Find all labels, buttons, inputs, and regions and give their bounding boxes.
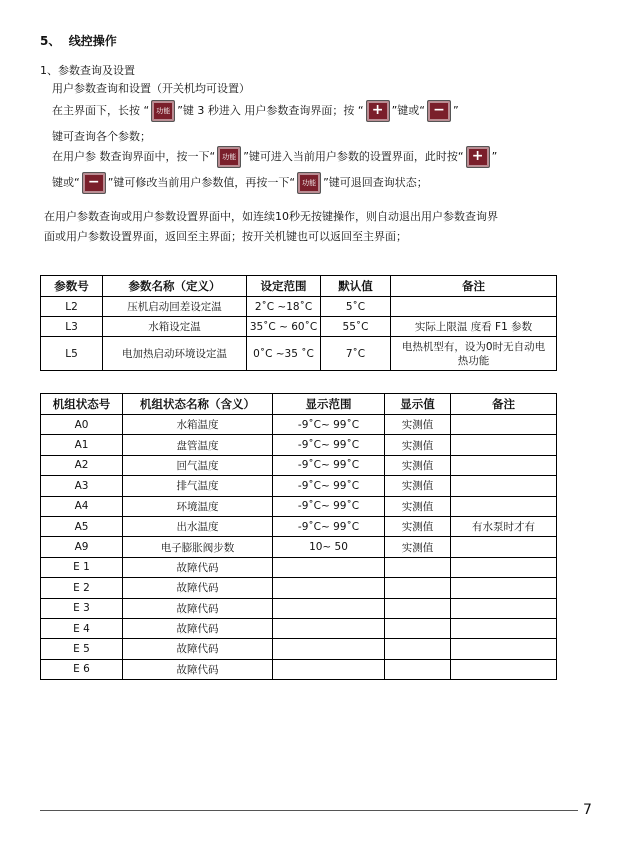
table-cell — [451, 476, 557, 496]
table-cell — [273, 578, 385, 598]
column-header: 显示值 — [385, 394, 451, 415]
section-number: 5、 — [40, 34, 61, 48]
section-title: 线控操作 — [68, 34, 117, 48]
table-cell — [273, 598, 385, 618]
table-row — [41, 578, 557, 598]
section-heading — [40, 32, 117, 49]
text-segment: ” — [491, 150, 498, 163]
table-cell: E 5 — [41, 639, 123, 659]
text-segment: ”键可退回查询状态； — [323, 176, 428, 189]
page-number: 7 — [583, 802, 592, 818]
instruction-line-3 — [52, 146, 497, 168]
table-row — [41, 297, 557, 317]
column-header: 备注 — [391, 276, 557, 297]
table-cell — [451, 618, 557, 638]
table-cell: 故障代码 — [123, 557, 273, 577]
table-cell — [273, 639, 385, 659]
table-cell: A3 — [41, 476, 123, 496]
table-row — [41, 476, 557, 496]
table-cell: E 2 — [41, 578, 123, 598]
table-cell — [385, 618, 451, 638]
table-cell: -9˚C~ 99˚C — [273, 516, 385, 536]
table-cell: A1 — [41, 435, 123, 455]
instruction-line-4 — [52, 172, 428, 194]
table-cell — [451, 639, 557, 659]
function-key-icon: 功能 — [217, 146, 241, 168]
column-header: 机组状态名称（含义） — [123, 394, 273, 415]
table-cell: -9˚C~ 99˚C — [273, 415, 385, 435]
table-cell: 水箱设定温 — [103, 317, 247, 337]
minus-key-icon: − — [82, 172, 106, 194]
function-key-icon: 功能 — [151, 100, 175, 122]
table-cell: 故障代码 — [123, 578, 273, 598]
column-header: 参数号 — [41, 276, 103, 297]
table-cell — [385, 557, 451, 577]
text-segment: ”键可进入当前用户参数的设置界面，此时按“ — [243, 150, 464, 163]
table-row — [41, 435, 557, 455]
table-cell — [385, 598, 451, 618]
table-cell: 55˚C — [321, 317, 391, 337]
text-segment: ”键 3 秒进入 用户参数查询界面；按 “ — [177, 104, 364, 117]
table-cell: 实测值 — [385, 516, 451, 536]
table-cell: A2 — [41, 455, 123, 475]
text-segment: ”键可修改当前用户参数值，再按一下“ — [107, 176, 296, 189]
table-cell — [451, 578, 557, 598]
column-header: 显示范围 — [273, 394, 385, 415]
table-row — [41, 598, 557, 618]
table-cell: 2˚C ~18˚C — [247, 297, 321, 317]
paragraph-line-2: 面或用户参数设置界面，返回至主界面；按开关机键也可以返回至主界面； — [44, 230, 407, 243]
table-cell: A0 — [41, 415, 123, 435]
table-cell: 实际上限温 度看 F1 参数 — [391, 317, 557, 337]
text-segment: 在主界面下，长按 “ — [52, 104, 150, 117]
table-cell: 出水温度 — [123, 516, 273, 536]
table-cell: 实测值 — [385, 476, 451, 496]
table-cell: 水箱温度 — [123, 415, 273, 435]
table-cell: -9˚C~ 99˚C — [273, 455, 385, 475]
text-segment: ” — [453, 104, 459, 117]
table-row — [41, 337, 557, 371]
table-cell: 0˚C ~35 ˚C — [247, 337, 321, 371]
subsection-heading: 1、参数查询及设置 — [40, 64, 135, 77]
table-row — [41, 496, 557, 516]
table-cell: 5˚C — [321, 297, 391, 317]
table-cell: A5 — [41, 516, 123, 536]
table-cell: 电加热启动环境设定温 — [103, 337, 247, 371]
table-row — [41, 415, 557, 435]
table-cell: 有水泵时才有 — [451, 516, 557, 536]
text-segment: 在用户参 数查询界面中，按一下“ — [52, 150, 216, 163]
table-row — [41, 516, 557, 536]
instruction-line-1 — [52, 100, 459, 122]
table-row — [41, 659, 557, 679]
table-cell — [451, 455, 557, 475]
table-cell: L2 — [41, 297, 103, 317]
table-row — [41, 455, 557, 475]
table-cell: -9˚C~ 99˚C — [273, 435, 385, 455]
table-cell: 压机启动回差设定温 — [103, 297, 247, 317]
table-cell: 环境温度 — [123, 496, 273, 516]
table-cell: 7˚C — [321, 337, 391, 371]
table-cell: 实测值 — [385, 496, 451, 516]
plus-key-icon: + — [366, 100, 390, 122]
table-cell — [385, 578, 451, 598]
table-cell: 电子膨胀阀步数 — [123, 537, 273, 557]
table-cell: 实测值 — [385, 455, 451, 475]
table-cell — [451, 435, 557, 455]
table-cell: L3 — [41, 317, 103, 337]
table-cell — [451, 659, 557, 679]
table-cell — [273, 659, 385, 679]
table-cell: 回气温度 — [123, 455, 273, 475]
paragraph-line-1: 在用户参数查询或用户参数设置界面中，如连续10秒无按键操作，则自动退出用户参数查询界 — [44, 210, 498, 223]
table-cell: 故障代码 — [123, 659, 273, 679]
table-cell: E 1 — [41, 557, 123, 577]
table-cell: E 4 — [41, 618, 123, 638]
table-cell — [451, 537, 557, 557]
column-header: 默认值 — [321, 276, 391, 297]
table-row — [41, 537, 557, 557]
text-segment: ”键或“ — [391, 104, 425, 117]
table-cell: 35˚C ~ 60˚C — [247, 317, 321, 337]
table-row — [41, 557, 557, 577]
table-cell: 故障代码 — [123, 618, 273, 638]
status-table — [40, 393, 557, 680]
table-cell — [273, 557, 385, 577]
table-cell: A4 — [41, 496, 123, 516]
function-key-icon: 功能 — [297, 172, 321, 194]
table-cell: E 6 — [41, 659, 123, 679]
table-cell: A9 — [41, 537, 123, 557]
column-header: 备注 — [451, 394, 557, 415]
table-cell: -9˚C~ 99˚C — [273, 496, 385, 516]
table-cell: E 3 — [41, 598, 123, 618]
table-cell — [451, 415, 557, 435]
instruction-line-2: 键可查询各个参数； — [52, 130, 151, 143]
table-row — [41, 317, 557, 337]
table-cell — [451, 557, 557, 577]
minus-key-icon: − — [427, 100, 451, 122]
table-row — [41, 639, 557, 659]
table-cell — [451, 598, 557, 618]
table-cell: 故障代码 — [123, 598, 273, 618]
table-cell: 盘管温度 — [123, 435, 273, 455]
table-cell: 实测值 — [385, 435, 451, 455]
table-cell — [273, 618, 385, 638]
text-segment: 键或“ — [52, 176, 80, 189]
table-cell: 实测值 — [385, 415, 451, 435]
table-cell: 故障代码 — [123, 639, 273, 659]
table-cell: L5 — [41, 337, 103, 371]
column-header: 参数名称（定义） — [103, 276, 247, 297]
column-header: 机组状态号 — [41, 394, 123, 415]
table-cell — [385, 659, 451, 679]
column-header: 设定范围 — [247, 276, 321, 297]
subsection-title: 用户参数查询和设置（开关机均可设置） — [52, 82, 250, 95]
parameter-table — [40, 275, 557, 371]
table-row — [41, 618, 557, 638]
table-cell: 排气温度 — [123, 476, 273, 496]
table-cell — [391, 297, 557, 317]
table-cell: 实测值 — [385, 537, 451, 557]
table-cell: 电热机型有，设为0时无自动电热功能 — [391, 337, 557, 371]
table-cell: 10~ 50 — [273, 537, 385, 557]
table-cell: -9˚C~ 99˚C — [273, 476, 385, 496]
plus-key-icon: + — [466, 146, 490, 168]
footer-rule — [40, 810, 578, 811]
table-cell — [385, 639, 451, 659]
table-cell — [451, 496, 557, 516]
